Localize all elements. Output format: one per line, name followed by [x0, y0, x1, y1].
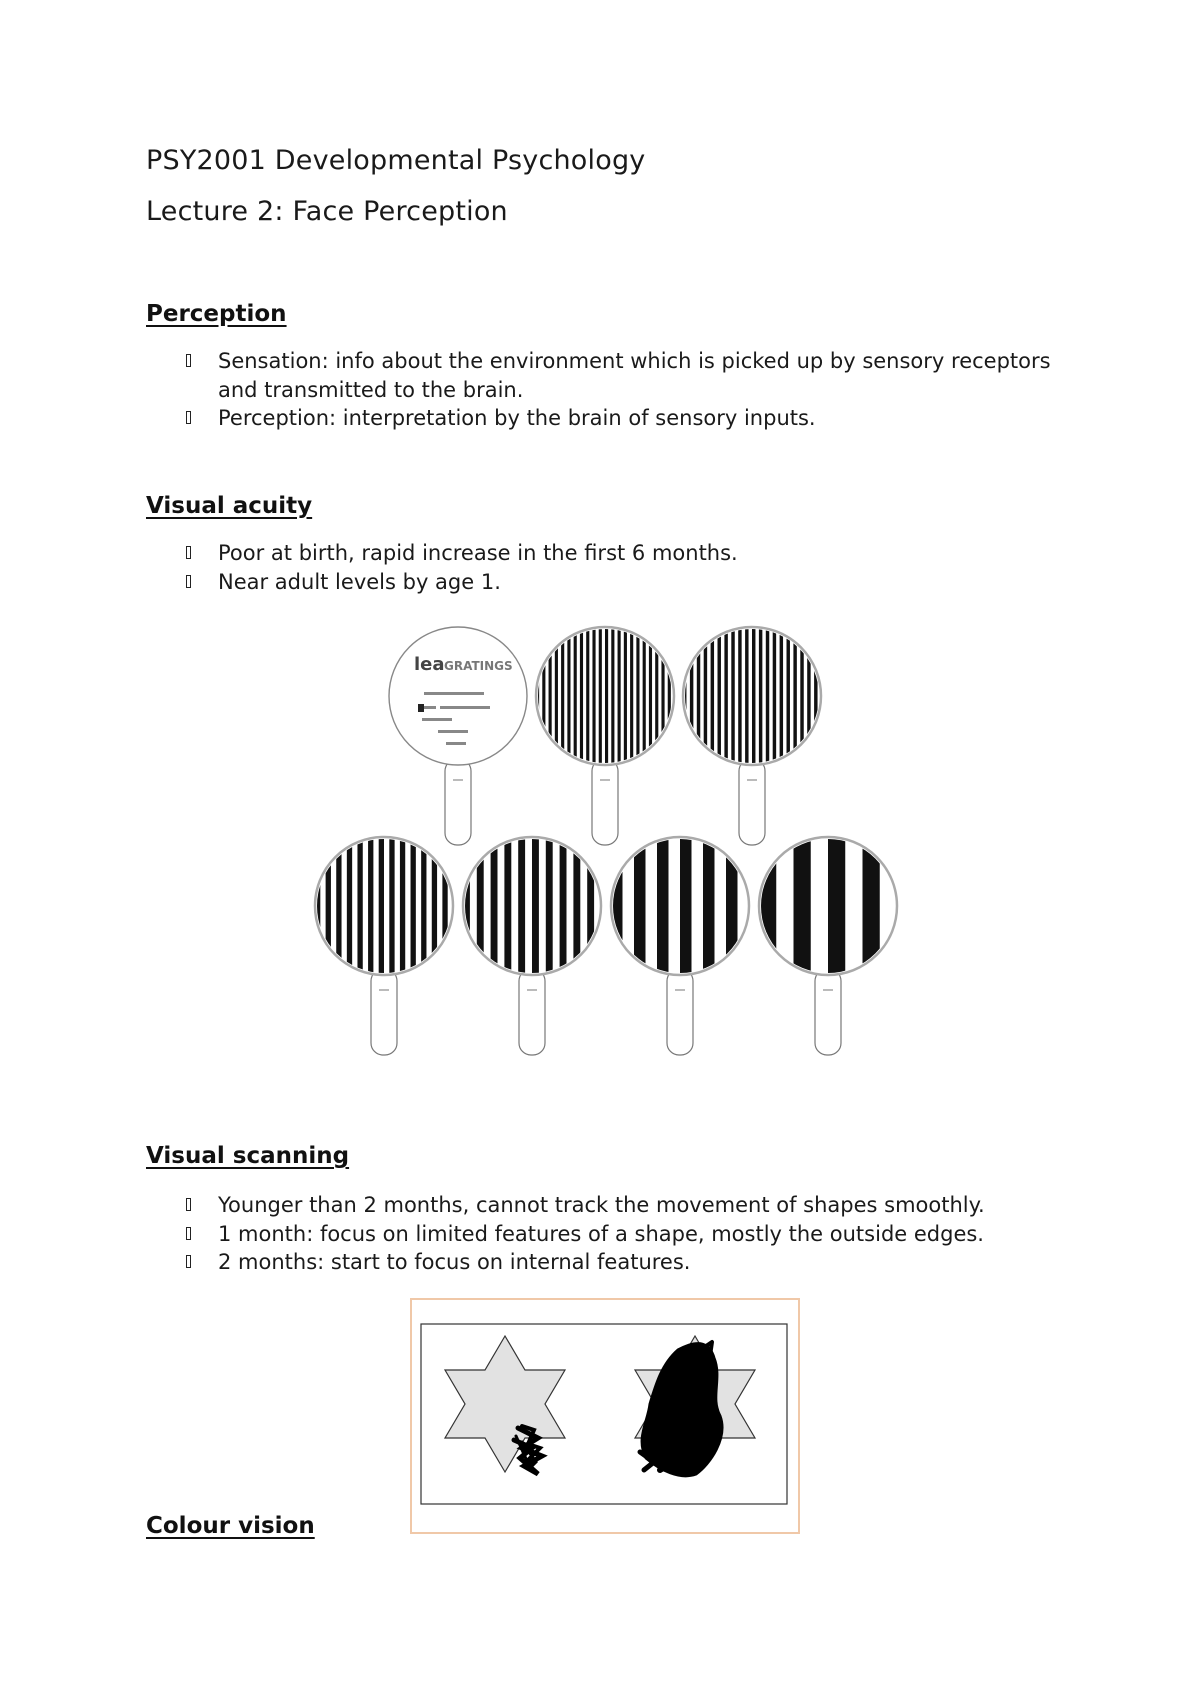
grating-paddle	[315, 837, 453, 1055]
grating-stripe	[759, 837, 776, 975]
grating-paddle	[463, 837, 601, 1055]
bullet-icon	[186, 354, 191, 367]
grating-stripe	[630, 627, 633, 765]
grating-stripe	[793, 627, 796, 765]
grating-stripe	[592, 627, 595, 765]
list-item: Poor at birth, rapid increase in the first 6 months.	[146, 539, 1076, 568]
grating-stripe	[379, 837, 384, 975]
handle-mark	[527, 989, 537, 991]
grating-stripe	[518, 837, 525, 975]
grating-stripe	[491, 837, 498, 975]
grating-stripe	[326, 837, 331, 975]
paddle-handle	[667, 969, 693, 1055]
grating-stripe	[560, 837, 567, 975]
grating-stripe	[368, 837, 373, 975]
bullet-icon	[186, 1198, 191, 1211]
fine-print-mark	[418, 704, 424, 712]
section-heading-visual-acuity: Visual acuity	[146, 493, 313, 519]
grating-stripe	[787, 627, 790, 765]
fine-print	[440, 706, 490, 709]
list-item: Sensation: info about the environment which is picked up by sensory receptors and transmitted to the brain.	[146, 347, 1076, 404]
grating-paddle	[759, 837, 897, 1055]
paddle-handle	[519, 969, 545, 1055]
handle-mark	[379, 989, 389, 991]
grating-stripe	[657, 837, 669, 975]
grating-paddle	[536, 627, 674, 845]
grating-stripe	[532, 837, 539, 975]
section-heading-perception: Perception	[146, 301, 287, 327]
fine-print	[438, 730, 468, 733]
list-item: Younger than 2 months, cannot track the movement of shapes smoothly.	[146, 1191, 1076, 1220]
grating-stripe	[611, 627, 614, 765]
grating-stripe	[389, 837, 394, 975]
grating-stripe	[567, 627, 570, 765]
grating-stripe	[828, 837, 845, 975]
grating-stripe	[643, 627, 646, 765]
lecture-title: Lecture 2: Face Perception	[146, 196, 508, 227]
handle-mark	[600, 779, 610, 781]
course-title: PSY2001 Developmental Psychology	[146, 145, 646, 176]
grating-stripe	[411, 837, 416, 975]
list-item: Perception: interpretation by the brain of sensory inputs.	[146, 404, 1076, 433]
grating-stripe	[680, 837, 692, 975]
fine-print	[424, 692, 484, 695]
grating-stripe	[605, 627, 608, 765]
grating-stripe	[703, 837, 715, 975]
grating-stripe	[542, 627, 545, 765]
grating-stripe	[504, 837, 511, 975]
paddle-handle	[445, 759, 471, 845]
grating-stripe	[624, 627, 627, 765]
handle-mark	[747, 779, 757, 781]
grating-paddle-blank	[389, 627, 527, 845]
grating-stripe	[780, 627, 783, 765]
grating-paddle	[611, 837, 749, 1055]
bullet-icon	[186, 1255, 191, 1268]
grating-stripe	[561, 627, 564, 765]
list-item: 2 months: start to focus on internal features.	[146, 1248, 1076, 1277]
bullet-icon	[186, 1227, 191, 1240]
list-item: Near adult levels by age 1.	[146, 568, 1076, 597]
paddle-handle	[739, 759, 765, 845]
handle-mark	[675, 989, 685, 991]
grating-stripe	[574, 627, 577, 765]
paddle-handle	[815, 969, 841, 1055]
bullet-icon	[186, 411, 191, 424]
grating-stripe	[636, 627, 639, 765]
grating-stripe	[738, 627, 741, 765]
visual-scanning-list	[146, 1191, 1076, 1277]
grating-stripe	[814, 627, 817, 765]
bullet-icon	[186, 575, 191, 588]
grating-stripe	[546, 837, 553, 975]
fine-print	[446, 742, 466, 745]
grating-stripe	[807, 627, 810, 765]
grating-paddle	[683, 627, 821, 845]
grating-stripe	[697, 627, 700, 765]
section-heading-colour-vision: Colour vision	[146, 1513, 315, 1539]
handle-mark	[453, 779, 463, 781]
grating-stripe	[549, 627, 552, 765]
grating-stripe	[586, 627, 589, 765]
grating-stripe	[759, 627, 762, 765]
grating-stripe	[668, 627, 671, 765]
grating-stripe	[745, 627, 748, 765]
paddle-handle	[371, 969, 397, 1055]
grating-stripe	[731, 627, 734, 765]
star-scanning-figure	[410, 1298, 800, 1534]
grating-stripe	[773, 627, 776, 765]
visual-acuity-list	[146, 539, 1076, 596]
list-item: 1 month: focus on limited features of a shape, mostly the outside edges.	[146, 1220, 1076, 1249]
grating-stripe	[357, 837, 362, 975]
grating-stripe	[724, 627, 727, 765]
grating-stripe	[400, 837, 405, 975]
grating-stripe	[421, 837, 426, 975]
grating-stripe	[618, 627, 621, 765]
grating-stripe	[690, 627, 693, 765]
handle-mark	[823, 989, 833, 991]
bullet-icon	[186, 546, 191, 559]
gratings-label: GRATINGS	[444, 659, 513, 673]
grating-stripe	[599, 627, 602, 765]
grating-stripe	[718, 627, 721, 765]
grating-stripe	[711, 627, 714, 765]
paddle-handle	[592, 759, 618, 845]
fine-print	[422, 718, 452, 721]
perception-list	[146, 347, 1076, 433]
grating-stripe	[661, 627, 664, 765]
grating-stripe	[580, 627, 583, 765]
lea-logo-text: lea	[414, 654, 445, 675]
section-heading-visual-scanning: Visual scanning	[146, 1143, 350, 1169]
grating-stripe	[634, 837, 646, 975]
grating-stripe	[766, 627, 769, 765]
grating-stripe	[752, 627, 755, 765]
grating-stripe	[794, 837, 811, 975]
grating-stripe	[587, 837, 594, 975]
grating-stripe	[442, 837, 447, 975]
grating-stripe	[347, 837, 352, 975]
lea-gratings-figure	[300, 620, 920, 1080]
